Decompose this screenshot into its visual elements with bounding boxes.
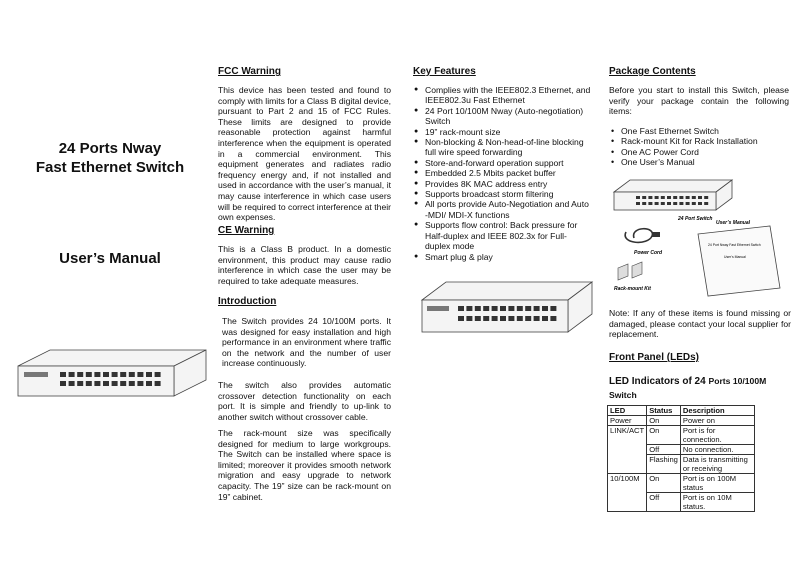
intro-heading: Introduction [218, 296, 277, 307]
port-icon [534, 316, 540, 321]
port-icon [550, 306, 556, 311]
port-icon [517, 316, 523, 321]
front-panel-heading: Front Panel (LEDs) [609, 352, 700, 363]
port-icon [86, 372, 92, 377]
port-icon [77, 381, 83, 386]
header-status: Status [647, 406, 681, 416]
port-icon [155, 381, 161, 386]
status-cell: On [647, 416, 681, 426]
list-item: • Rack-mount Kit for Rack Installation [610, 136, 790, 146]
port-icon [686, 196, 690, 199]
port-icon [550, 316, 556, 321]
led-speed: 10/100M [608, 474, 647, 512]
port-icon [475, 316, 481, 321]
package-list [610, 126, 790, 168]
port-icon [120, 372, 126, 377]
list-item: ● Supports flow control: Back pressure for Half-duplex and IEEE 802.3x for Full-duplex mode [414, 220, 592, 251]
description-cell: Power on [680, 416, 754, 426]
list-item: ● 24 Port 10/100M Nway (Auto-negotiation) Switch [414, 106, 592, 127]
port-icon [466, 316, 472, 321]
status-cell: Off [647, 493, 681, 512]
package-contents-figure [612, 172, 790, 302]
list-item: • One User’s Manual [610, 157, 790, 167]
description-cell: Port is for connection. [680, 426, 754, 445]
table-header-row [608, 406, 755, 416]
port-icon [667, 202, 671, 205]
port-icon [492, 316, 498, 321]
port-icon [667, 196, 671, 199]
led-subheading-a: LED Indicators of 24 [609, 376, 709, 387]
port-icon [86, 381, 92, 386]
port-icon [129, 381, 135, 386]
port-icon [648, 196, 652, 199]
port-icon [517, 306, 523, 311]
port-icon [661, 202, 665, 205]
port-icon [129, 372, 135, 377]
description-cell: Port is on 100M status [680, 474, 754, 493]
features-heading: Key Features [413, 66, 476, 77]
list-item: ● Non-blocking & Non-head-of-line blocking full wire speed forwarding [414, 137, 592, 158]
port-icon [60, 381, 66, 386]
list-item: ● Store-and-forward operation support [414, 158, 592, 168]
port-icon [686, 202, 690, 205]
led-power: Power [608, 416, 647, 426]
port-icon [704, 202, 708, 205]
port-icon [60, 372, 66, 377]
switch-illustration-cover [14, 344, 210, 400]
port-icon [692, 202, 696, 205]
manual-cover-subtitle: User’s Manual [724, 255, 746, 259]
cover-title-line1: 24 Ports Nway [58, 140, 162, 157]
ce-heading: CE Warning [218, 225, 275, 236]
port-icon [94, 372, 100, 377]
port-icon [636, 202, 640, 205]
status-cell: Flashing [647, 455, 681, 474]
port-icon [69, 381, 75, 386]
port-icon [103, 381, 109, 386]
list-item: • One AC Power Cord [610, 147, 790, 157]
table-row [608, 416, 755, 426]
port-icon [492, 306, 498, 311]
port-icon [661, 196, 665, 199]
figure-label-power-cord: Power Cord [634, 250, 663, 256]
port-icon [698, 202, 702, 205]
figure-label-switch: 24 Port Switch [678, 216, 713, 222]
ce-body: This is a Class B product. In a domestic environment, this product may cause radio interference in which case the user may be required to take adequate measures. [218, 244, 391, 286]
figure-label-users-manual: User’s Manual [716, 220, 750, 226]
port-icon [692, 196, 696, 199]
port-icon [698, 196, 702, 199]
port-icon [655, 202, 659, 205]
switch-illustration-features [418, 276, 596, 336]
package-intro: Before you start to install this Switch, please verify your package contain the following items: [609, 85, 789, 117]
port-icon [542, 316, 548, 321]
description-cell: Port is on 10M status. [680, 493, 754, 512]
list-item: ● Supports broadcast storm filtering [414, 189, 592, 199]
figure-label-rack-kit: Rack-mount Kit [614, 286, 651, 292]
cover-title-line2: Fast Ethernet Switch [35, 159, 185, 176]
port-icon [500, 316, 506, 321]
intro-paragraph-2: The switch also provides automatic crossover detection functionality on each port. It is simple and friendly to up-link to another switch without crossover cable. [218, 380, 391, 422]
cover-manual-title: User’s Manual [59, 250, 161, 267]
table-row [608, 426, 755, 445]
port-icon [146, 372, 152, 377]
port-icon [704, 196, 708, 199]
intro-paragraph-3: The rack-mount size was specifically designed for medium to large workgroups. The Switch can be installed where space is limited; moreover it provides smooth network migration and easy upgrade to network capacity. The 19” size can be rack-mount on 19” cabinet. [218, 428, 391, 502]
port-icon [525, 316, 531, 321]
port-icon [146, 381, 152, 386]
port-icon [112, 381, 118, 386]
led-indicators-subheading [609, 374, 791, 401]
port-icon [679, 196, 683, 199]
port-icon [458, 306, 464, 311]
port-icon [77, 372, 83, 377]
list-item: ● Smart plug & play [414, 252, 592, 262]
port-icon [655, 196, 659, 199]
status-cell: On [647, 474, 681, 493]
port-icon [475, 306, 481, 311]
port-icon [648, 202, 652, 205]
led-subheading-c: Switch [609, 390, 637, 400]
port-icon [120, 381, 126, 386]
fcc-body: This device has been tested and found to comply with limits for a Class B digital device, pursuant to Part 2 and 15 of FCC Rules. These limits are designed to provide reasonable protection against harmful interference when the equipment is operated in a commercial environment. This equipment generates and radiates radio frequency energy and, if not installed and used in accordance with the user’s manual, it may cause interference in which case users will be required to correct interference at their own expenses. [218, 85, 391, 223]
port-icon [137, 381, 143, 386]
port-icon [69, 372, 75, 377]
port-icon [636, 196, 640, 199]
port-icon [642, 202, 646, 205]
package-heading: Package Contents [609, 66, 696, 77]
led-table [607, 405, 755, 512]
port-icon [500, 306, 506, 311]
port-icon [508, 316, 514, 321]
port-icon [137, 372, 143, 377]
port-icon [525, 306, 531, 311]
list-item: ● Embedded 2.5 Mbits packet buffer [414, 168, 592, 178]
status-cell: Off [647, 445, 681, 455]
led-link-act: LINK/ACT [608, 426, 647, 474]
port-icon [483, 306, 489, 311]
list-item: • One Fast Ethernet Switch [610, 126, 790, 136]
description-cell: No connection. [680, 445, 754, 455]
port-icon [508, 306, 514, 311]
list-item: ● All ports provide Auto-Negotiation and Auto -MDI/ MDI-X functions [414, 199, 592, 220]
port-icon [458, 316, 464, 321]
port-icon [155, 372, 161, 377]
port-icon [673, 196, 677, 199]
package-note: Note: If any of these items is found missing or damaged, please contact your local supplier for replacement. [609, 308, 791, 340]
port-icon [483, 316, 489, 321]
led-subheading-b: Ports 10/100M [708, 376, 767, 386]
header-led: LED [608, 406, 647, 416]
port-icon [642, 196, 646, 199]
table-row [608, 474, 755, 493]
list-item: ● Provides 8K MAC address entry [414, 179, 592, 189]
port-icon [534, 306, 540, 311]
manual-cover-title: 24 Port Nway Fast Ethernet Switch [708, 243, 761, 247]
features-list [414, 85, 592, 262]
intro-paragraph-1: The Switch provides 24 10/100M ports. It was designed for easy installation and high performance in an environment where traffic on the network and the number of user increase continuously. [222, 316, 391, 369]
port-icon [112, 372, 118, 377]
port-icon [542, 306, 548, 311]
port-icon [94, 381, 100, 386]
port-icon [466, 306, 472, 311]
fcc-heading: FCC Warning [218, 66, 281, 77]
cover-title [20, 139, 200, 177]
list-item: ● Complies with the IEEE802.3 Ethernet, and IEEE802.3u Fast Ethernet [414, 85, 592, 106]
description-cell: Data is transmitting or receiving [680, 455, 754, 474]
port-icon [673, 202, 677, 205]
port-icon [679, 202, 683, 205]
status-cell: On [647, 426, 681, 445]
list-item: ● 19” rack-mount size [414, 127, 592, 137]
header-description: Description [680, 406, 754, 416]
port-icon [103, 372, 109, 377]
